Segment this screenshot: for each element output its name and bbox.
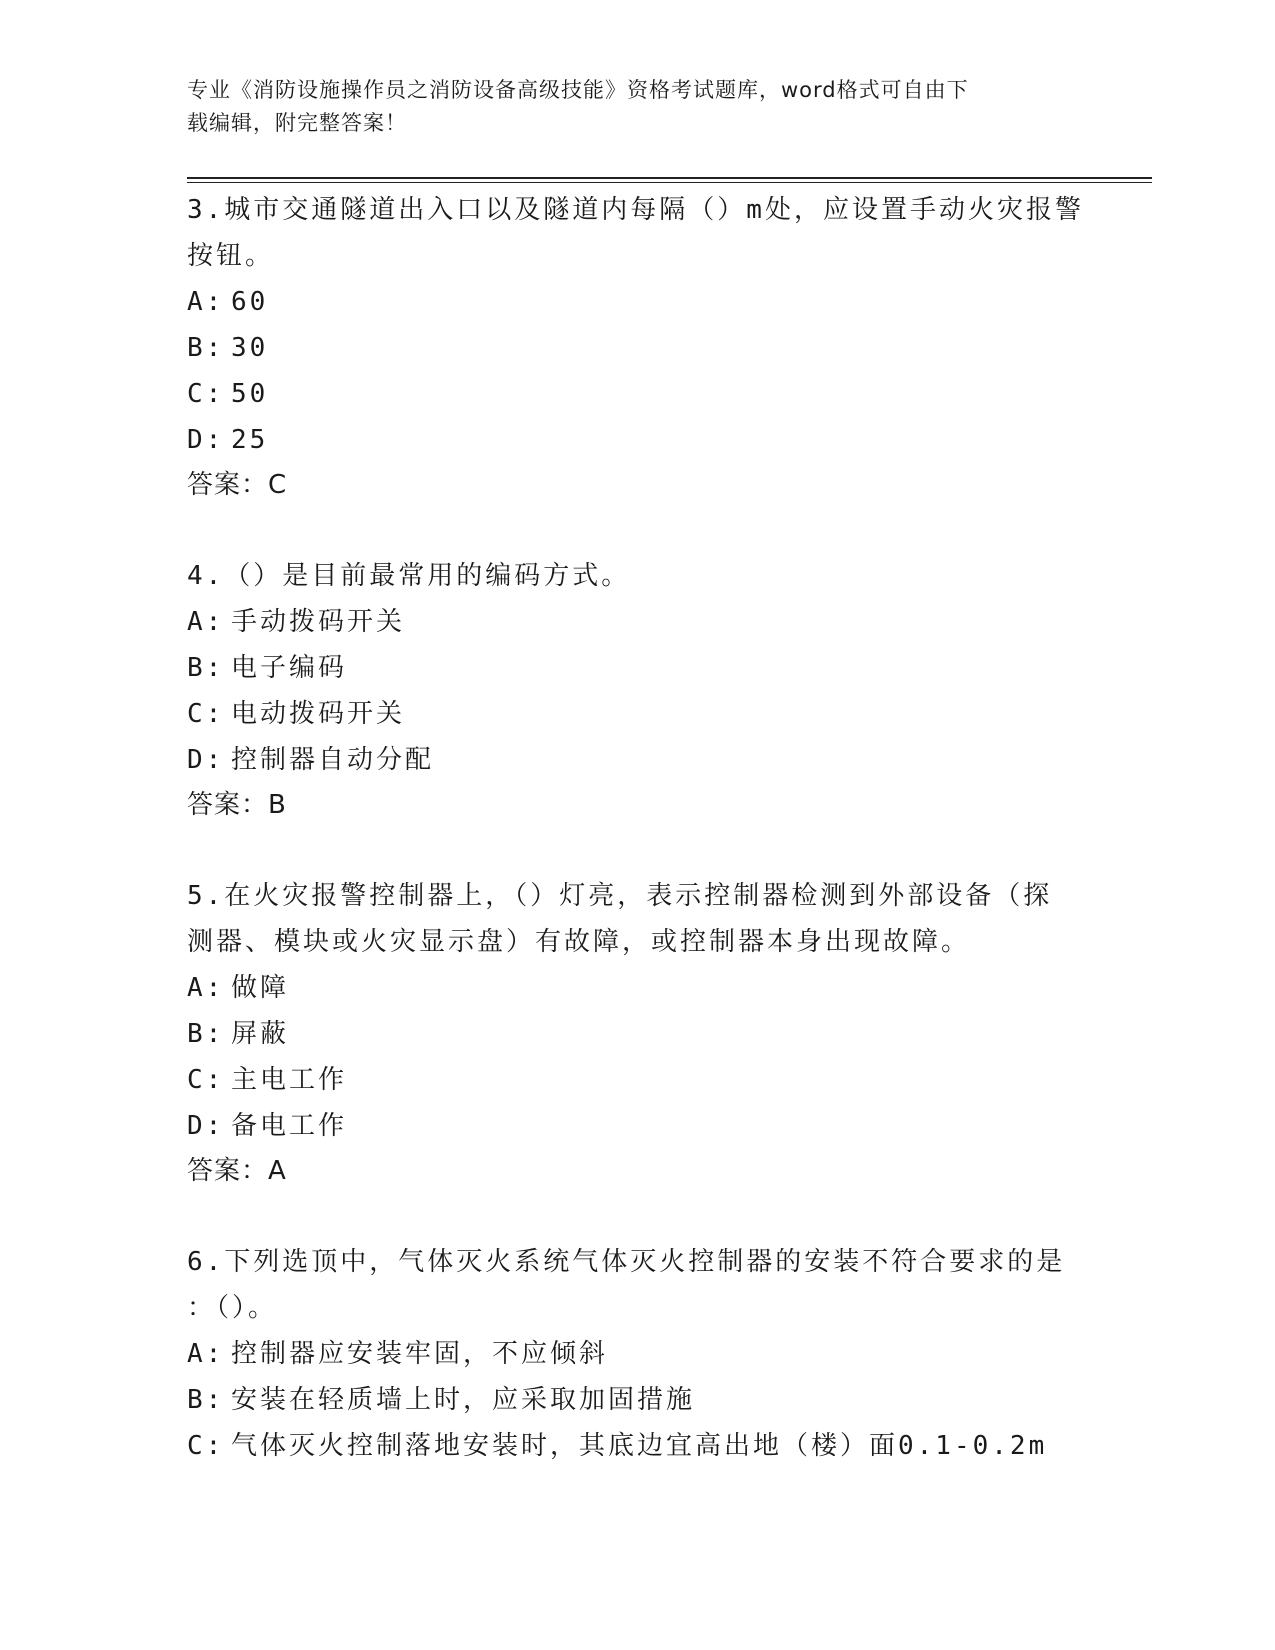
- option-letter: D:: [187, 425, 225, 455]
- option-text: 手动拨码开关: [231, 607, 406, 637]
- option-text: 安装在轻质墙上时，应采取加固措施: [231, 1385, 696, 1415]
- option-letter: B:: [187, 333, 225, 363]
- question-3: [187, 187, 1087, 507]
- option-letter: B:: [187, 1019, 225, 1049]
- question-text-line-2: 测器、模块或火灾显示盘）有故障，或控制器本身出现故障。: [187, 927, 971, 957]
- option-d: [187, 1103, 1087, 1149]
- option-c: [187, 691, 1087, 737]
- option-letter: C:: [187, 699, 225, 729]
- option-text: 25: [231, 425, 269, 455]
- option-b: [187, 645, 1087, 691]
- option-text: 控制器自动分配: [231, 745, 435, 775]
- question-text-line-1: 4.（）是目前最常用的编码方式。: [187, 561, 631, 591]
- header-divider-thick: [187, 177, 1152, 179]
- option-letter: B:: [187, 653, 225, 683]
- option-text: 气体灭火控制落地安装时，其底边宜高出地（楼）面0.1-0.2m: [231, 1431, 1048, 1461]
- option-letter: B:: [187, 1385, 225, 1415]
- option-a: [187, 1331, 1087, 1377]
- option-text: 屏蔽: [231, 1019, 290, 1049]
- option-letter: A:: [187, 1339, 225, 1369]
- option-text: 主电工作: [231, 1065, 348, 1095]
- question-text: [187, 187, 1087, 279]
- option-c: [187, 1423, 1087, 1469]
- option-letter: C:: [187, 379, 225, 409]
- option-text: 备电工作: [231, 1111, 348, 1141]
- answer: 答案：C: [187, 470, 288, 500]
- question-text-line-1: 5.在火灾报警控制器上，（）灯亮，表示控制器检测到外部设备（探: [187, 881, 1053, 911]
- option-c: [187, 371, 1087, 417]
- question-text: [187, 1239, 1087, 1331]
- option-letter: C:: [187, 1065, 225, 1095]
- answer: 答案：A: [187, 1156, 287, 1186]
- option-text: 50: [231, 379, 269, 409]
- question-text-line-1: 3.城市交通隧道出入口以及隧道内每隔（）m处，应设置手动火灾报警: [187, 195, 1084, 225]
- question-6: [187, 1239, 1087, 1469]
- option-b: [187, 1377, 1087, 1423]
- option-text: 30: [231, 333, 269, 363]
- document-header: [187, 74, 1067, 140]
- option-d: [187, 737, 1087, 783]
- header-line-2: 载编辑，附完整答案！: [187, 111, 407, 135]
- question-4: [187, 553, 1087, 827]
- option-letter: D:: [187, 745, 225, 775]
- option-c: [187, 1057, 1087, 1103]
- option-b: [187, 1011, 1087, 1057]
- option-letter: D:: [187, 1111, 225, 1141]
- option-letter: C:: [187, 1431, 225, 1461]
- question-text-line-2: 按钮。: [187, 241, 275, 271]
- option-b: [187, 325, 1087, 371]
- question-5: [187, 873, 1087, 1193]
- option-a: [187, 599, 1087, 645]
- option-text: 控制器应安装牢固，不应倾斜: [231, 1339, 609, 1369]
- option-a: [187, 965, 1087, 1011]
- option-letter: A:: [187, 287, 225, 317]
- header-divider-thin: [187, 182, 1152, 183]
- question-text: [187, 553, 1087, 599]
- question-text: [187, 873, 1087, 965]
- option-text: 做障: [231, 973, 290, 1003]
- option-text: 60: [231, 287, 269, 317]
- option-text: 电动拨码开关: [231, 699, 406, 729]
- question-text-line-1: 6.下列选顶中，气体灭火系统气体灭火控制器的安装不符合要求的是: [187, 1247, 1066, 1277]
- option-a: [187, 279, 1087, 325]
- option-text: 电子编码: [231, 653, 348, 683]
- header-line-1: 专业《消防设施操作员之消防设备高级技能》资格考试题库，word格式可自由下: [187, 78, 969, 102]
- option-letter: A:: [187, 607, 225, 637]
- option-letter: A:: [187, 973, 225, 1003]
- option-d: [187, 417, 1087, 463]
- question-list: [187, 187, 1087, 1515]
- answer: 答案：B: [187, 790, 287, 820]
- question-text-line-2: ：（）。: [187, 1293, 278, 1323]
